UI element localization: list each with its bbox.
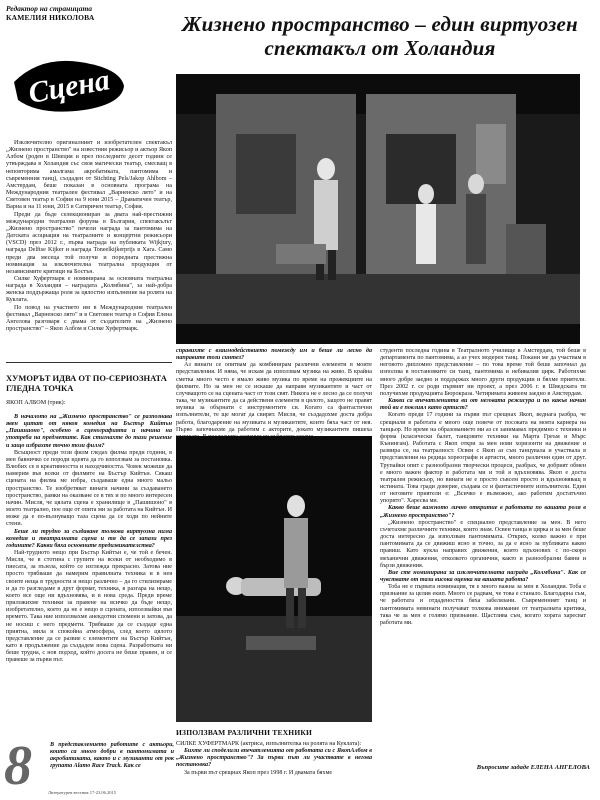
question-musicians: В представлението работите с актьори, които са много добри в пантомимата и акробатиката, както и с музиканти от рок групата Alamo Race Track. Как се bbox=[50, 742, 174, 770]
interview-col3 bbox=[380, 348, 586, 758]
interview-col1 bbox=[6, 414, 172, 768]
photo-caption-heading: ИЗПОЛЗВАМ РАЗЛИЧНИ ТЕХНИКИ bbox=[176, 728, 313, 737]
stage-photo-bottom-image bbox=[176, 436, 372, 722]
speaker-silke: СИЛКЕ ХУФЕРТМАРК (актриса, изпълнителка на ролята на Куклата): bbox=[176, 741, 362, 747]
speaker-albom: ЯКОП АЛБОМ (трик): bbox=[6, 400, 66, 406]
answer: Аз винаги се опитвам да комбинирам различни елементи в моите представления. И няма, че искам да използвам музика на живо. В крайна сметка много често е имало живо музика по време на прожекциите на филмите. Но за мен не се искаше да направя музикантите и част от случващото се на сцената част от този свят. Никога не е лесно да се получи така, че музикантите да са действени елементи в цялото, защото не правят музика за обърнати с инструментите си. Когато са фантастични изпълнители, те ще могат да свирят. Мисля, че създадохме доста добра работа, благодарение на музиката и музикантите, които бяха част от нея. Първо започнахме да работим с акторите, докато музикантите пишеха bbox=[176, 362, 372, 433]
section-logo bbox=[10, 52, 128, 118]
question: Какво беше важното лично откритие в работата по вашата роля в „Жизнено пространство"? bbox=[380, 505, 586, 519]
intro-paragraph: Силке Хуфертмарк е номинирана за основната театрална награда в Холандия – наградата „Колмбина", за най-добра женска поддържаща роля за цялостно изпълнение на ролята на Куклата. bbox=[6, 275, 172, 304]
question: Бихте ли споделили впечатленията от работата си с ЯкопАлбом в „Жизнено пространство"? За първи път ли участвате в негова постановка? bbox=[176, 748, 372, 769]
question: Вие сте номинирана за изключителната награда „Колмбина". Как се чувствате от тази висока оценка на вашата работа? bbox=[380, 569, 586, 583]
question: справихте с взаимодействието помежду им и беше ли лесно да направите този синтез? bbox=[176, 348, 372, 362]
footer-publication: Литературен вестник 17-23.06.2015 bbox=[48, 790, 117, 795]
answer: Най-трудното нещо при Бъстър Кийтън е, че той е бечен. Мисля, че в стотина с групите на всеки от необходимо в пиесата, за пъзела, който се изглежда прекрасно. Затова ние просто трябваше да намерим правилната техника и в нея своите неща в трудности и нещо различно – да го стилизираме и да го разгледаме в друг формат, техника, в разгара на нещо, което все още ни вдъхновява, и в нова среда. Преди време приложихме техники за правене на всичко да бъде нещо, изобретателно, което да не е нещо в сцената, използвайки във времето. Така ние използвахме анекдотни спомени и затова, да не носиш с него предмети. Трябваше да се създаде една приятна, мила и спокойна атмосфера, след което цялото представление да се развие с елементите на Бъстър Кийтън, като в продължение да създадем нова сцена. Разработката ни беше трудна, с нов подход, който досега не беше правен, и се правеше за първи път. bbox=[6, 549, 172, 664]
interview-subheading: ХУМОРЪТ ИДВА ОТ ПО-СЕРИОЗНАТА ГЛЕДНА ТОЧКА bbox=[6, 373, 167, 393]
page-editor bbox=[6, 4, 131, 22]
intro-paragraph: Преди да бъде селекциониран за двата най-престижни международни театрални форума в България, спектакълът „Жизнено пространство" печели награда за пантомима на Датската асоциация на театралните и концертни режисьори (VSCD) през 2012 г., първа награда на публиката Wijkjury, награда Delftse Kijker и награда Toneelkijkerprijs в Хага. Само преди два месеца той получи и поредната престижна номинация за изключителна театрална продукция от независимите критици на Бостън. bbox=[6, 211, 172, 275]
stage-photo-bottom bbox=[176, 436, 372, 722]
answer: студенти последна година в Театралното училище в Амстердам, той беше в департамента по пантомима, а аз учех модерен танц. Покани ме да участвам в неговото дипломно представление – по това време той беше започнал да използва в постановките си танц, пантомима и небивалия цирк. Работихме много добре заедно и поддържах много други продукции и бяхме приятели. През 2002 г. се роди първият ни проект, а през 2006 г. в Шведската тв получихме продукцията Бюрокраза. Четиримата живеем заедно в Амстердам. bbox=[380, 348, 586, 397]
intro-text bbox=[6, 140, 172, 358]
interviewer-signature: Въпросите зададе ЕЛЕНА АНГЕЛОВА bbox=[476, 764, 590, 771]
stage-photo-top bbox=[176, 74, 580, 344]
divider bbox=[6, 362, 172, 363]
answer: „Жизнено пространство" е специално представление за мен. В него съчетахме различните техники, които знам. Освен танца и цирка и за мен беше доста интересно да използвам пантомимата. Открих, колко важно е при пантомимата да се движиш ясно и точно, за да е ясно за публиката какво правиш. Като кукла направих движения, които вдъхнових с по-скоро механични движения, отколкото органични, както и разнообразни бавни и бързи движения. bbox=[380, 519, 586, 569]
page-number: 8 bbox=[4, 735, 32, 797]
editor-name: КАМЕЛИЯ НИКОЛОВА bbox=[6, 13, 95, 22]
intro-paragraph: По повод на участието им в Международния театрален фестивал „Варненско лято" и в Световен театър в София Елена Ангелова разговаря с двама от създателите на „Жизнено пространство" – Якоп Албом и Силке Хуфертмарк. bbox=[6, 304, 172, 333]
question: Беше ли трудно за създаване толкова виртуозна нима комедия и театралната сцена и тя да се запази през годините? Какви бяха основните предизвикателства? bbox=[6, 528, 172, 549]
section-title: Сцена bbox=[25, 63, 113, 110]
answer: Когато преди 17 години за първи път срещнах Якоп, веднага разбра, че срещнали в работата е много още повече от посоката на моята кариера на танцьор. Но време на образованието ми аз се занимавах предимно с техники и форма (класически балет, танцовите техники на Марта Греъм и Мърс Кънингам). Работата с Якоп откри за мен нови хоризонти на движение и развира се, на театралност. Освен с Якоп аз съм танцувала и участвала в представления на редица хореографи и артисти, много различни един от друг. Трупайки опит с разнообразни творчески процеси, разбрах, че добрият обмен е много важен фактор в работата ми и той я вдъхновява. Якоп е доста театрален режисьор, но винаги не е просто съвсем просто и вдъхновяващ в истината. Това гради доверие, създава се и фантастичните изпълнители. Един от неговите приятели е: „Всичко е възможно, ако работим достатъчно упорито". Харесва ми. bbox=[380, 412, 586, 505]
question: Какви са впечатленията ви от неговата режисура и по какъв начин той ви е повлиял като артист? bbox=[380, 398, 586, 412]
editor-label: Редактор на страницата bbox=[6, 4, 93, 13]
answer: Тоба не е първата номинация, тя е много важна за мен в Холандия. Тоба е признание за целия екип. Много се радвам, че това е станало. Благодарна съм, че работата и отдадеността бяха забелязани. Съвременният танц и пантомимата невинаги получават толкова внимание от театралната критика, така че за мен е голямо признание. Щастлива съм, когато хората харесват работата ми. bbox=[380, 584, 586, 626]
answer: Всъщност преди този филм гледах филма преди години, в мен бавничко се породи идеята да го използвам за постановка. Влюбих се в креативността и находчивостта. Човек можеше да намерим във всеки от филмите на Бъстър Кийтън. Сякаш сцената на филма ме избра, създаваше една много мальо пространство. Те изобретяват винаги начини за създаването пространство, рамки на оказване се в тях и по много интересен начин. Мисля, че цялата сцена е хранилище в „Пашишоно" в моето театрално, пое още от опита ми за работата на Кийтън. И може да е по-вълнуващо таза сцена да се ходи по нейните стени. bbox=[6, 449, 172, 528]
answer: За първи път срещнах Якоп през 1998 г. И двамата бяхме bbox=[184, 769, 333, 776]
article-headline: Жизнено пространство – един виртуозен спектакъл от Холандия bbox=[182, 12, 578, 60]
interview-col2-top bbox=[176, 348, 372, 433]
question: В началото на „Жизнено пространство" се разпознава явен цитат от някоя комедия на Бъстър Кийтън „Пашишоно", особено в сценографията и начина на употреба на предметите. Как стигнахте до тази решение и защо избрахте точно този филм? bbox=[6, 414, 172, 449]
stage-photo-top-image bbox=[176, 74, 580, 344]
intro-paragraph: Изключително оригиналният и изобретателен спектакъл „Жизнено пространство" на известния режисьор и актьор Якоп Албом (роден в Швеция и през последните десет години се утвърждава в Холандия със своя магически театър, смесващ в неповторима амалгама акробатиката, пантомима и съвременния танц), създаден от Stichting Pels/Jakop Ahlbom – Амстердам, беше показан в основната програма на Международния театрален фестивал „Варненско лято" и на Световен театър в София на 9 юни 2015 – Драматичен театър, Варна и на 11 юни, 2015 в Сатиричен театър, София. bbox=[6, 140, 172, 211]
interview-col2-bottom bbox=[176, 741, 372, 797]
